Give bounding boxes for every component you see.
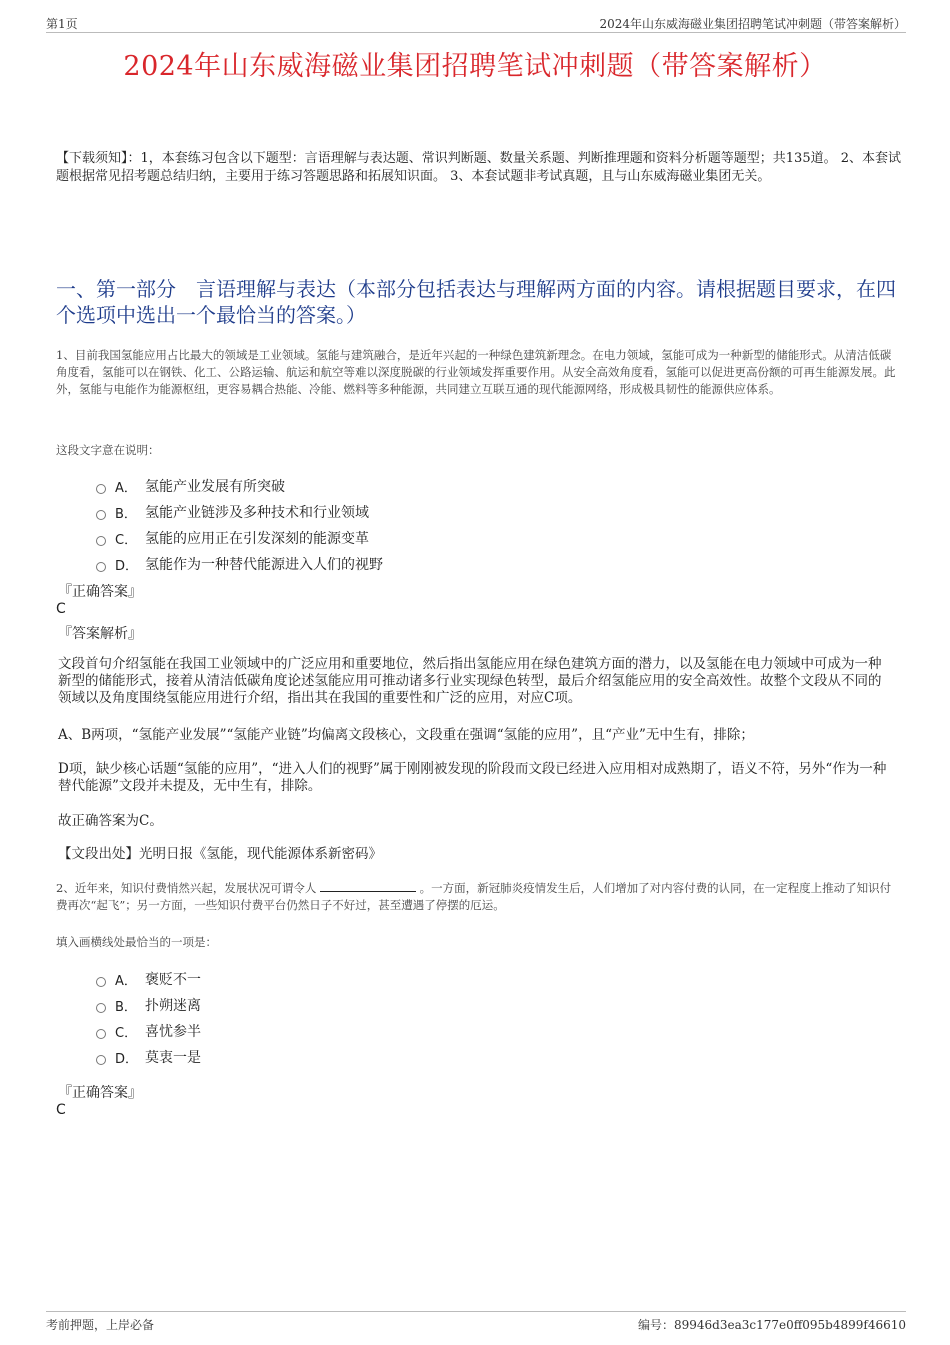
question-1-stem: 1、目前我国氢能应用占比最大的领域是工业领域。氢能与建筑融合，是近年兴起的一种绿色建筑新理念。在电力领域，氢能可成为一种新型的储能形式。从清洁低碳角度看，氢能可以在钢铁、化工、公路运输、航运和航空等难以深度脱碳的行业领域发挥重要作用。从安全高效角度看，氢能可以促进更高份额的可再生能源发展。此外，氢能与电能作为能源枢纽，更容易耦合热能、冷能、燃料等多种能源，共同建立互联互通的现代能源网络，形成极具韧性的能源供应体系。 — [56, 348, 896, 396]
header-doc-title: 2024年山东威海磁业集团招聘笔试冲刺题（带答案解析） — [599, 17, 906, 31]
analysis-label: 『答案解析』 — [58, 626, 142, 642]
question-1-prompt-wrap — [56, 442, 902, 458]
option-b[interactable]: B． 氢能产业链涉及多种技术和行业领域 — [96, 499, 383, 525]
option-c[interactable]: C． 氢能的应用正在引发深刻的能源变革 — [96, 525, 383, 551]
option-text: 喜忧参半 — [145, 1024, 201, 1040]
analysis-paragraph: 文段首句介绍氢能在我国工业领域中的广泛应用和重要地位，然后指出氢能应用在绿色建筑方面的潜力，以及氢能在电力领域中可成为一种新型的储能形式，接着从清洁低碳角度论述氢能应用可推动诸多行业实现绿色转型，最后介绍氢能应用的安全高效性。故整个文段从不同的领域以及角度围绕氢能应用进行介绍，指出其在我国的重要性和广泛的应用，对应C项。 — [58, 656, 882, 706]
question-1-prompt: 这段文字意在说明： — [56, 443, 160, 457]
answer-value: C — [56, 601, 66, 617]
option-text: 莫衷一是 — [145, 1050, 201, 1066]
option-c[interactable]: C． 喜忧参半 — [96, 1018, 201, 1044]
question-2-options — [96, 966, 201, 1070]
radio-icon[interactable] — [96, 562, 106, 572]
radio-icon[interactable] — [96, 484, 106, 494]
question-1-options — [96, 473, 383, 577]
option-text: 氢能产业发展有所突破 — [145, 479, 285, 495]
section-heading: 一、第一部分 言语理解与表达（本部分包括表达与理解两方面的内容。请根据题目要求，在四个选项中选出一个最恰当的答案。） — [56, 277, 896, 327]
radio-icon[interactable] — [96, 1029, 106, 1039]
radio-icon[interactable] — [96, 510, 106, 520]
option-b[interactable]: B． 扑朔迷离 — [96, 992, 201, 1018]
page-number: 第1页 — [46, 17, 78, 31]
answer-label: 『正确答案』 — [58, 1085, 142, 1101]
analysis-paragraph: D项，缺少核心话题“氢能的应用”，“进入人们的视野”属于刚刚被发现的阶段而文段已经进入应用相对成熟期了，语义不符，另外“作为一种替代能源”文段并未提及，无中生有，排除。 — [58, 761, 887, 794]
option-text: 褒贬不一 — [145, 972, 201, 988]
footer-slogan: 考前押题，上岸必备 — [46, 1318, 155, 1332]
option-text: 扑朔迷离 — [145, 998, 201, 1014]
page-header — [46, 12, 906, 33]
radio-icon[interactable] — [96, 1055, 106, 1065]
question-1 — [56, 347, 902, 398]
option-d[interactable]: D． 莫衷一是 — [96, 1044, 201, 1070]
analysis-paragraph: A、B两项，“氢能产业发展”“氢能产业链”均偏离文段核心，文段重在强调“氢能的应用”，且“产业”无中生有，排除； — [58, 727, 754, 743]
fill-blank — [320, 880, 416, 892]
answer-value: C — [56, 1102, 66, 1118]
radio-icon[interactable] — [96, 1003, 106, 1013]
question-2-prompt-wrap — [56, 934, 902, 950]
question-2-stem: 2、近年来，知识付费悄然兴起，发展状况可谓令人 。一方面，新冠肺炎疫情发生后，人们增加了对内容付费的认同，在一定程度上推动了知识付费再次“起飞”；另一方面，一些知识付费平台仍然日子不好过，甚至遭遇了停摆的厄运。 — [56, 881, 892, 912]
page-footer — [46, 1311, 906, 1336]
download-notice: 【下载须知】：1，本套练习包含以下题型：言语理解与表达题、常识判断题、数量关系题、判断推理题和资料分析题等题型；共135道。 2、本套试题根据常见招考题总结归纳，主要用于练习答题思路和拓展知识面。 3、本套试题非考试真题，且与山东威海磁业集团无关。 — [56, 151, 901, 184]
question-2-prompt: 填入画横线处最恰当的一项是： — [56, 935, 217, 949]
option-a[interactable]: A． 氢能产业发展有所突破 — [96, 473, 383, 499]
option-a[interactable]: A． 褒贬不一 — [96, 966, 201, 992]
source-citation: 【文段出处】光明日报《氢能，现代能源体系新密码》 — [58, 846, 382, 862]
question-2 — [56, 880, 902, 914]
option-text: 氢能作为一种替代能源进入人们的视野 — [145, 557, 383, 573]
answer-label: 『正确答案』 — [58, 584, 142, 600]
radio-icon[interactable] — [96, 536, 106, 546]
option-text: 氢能的应用正在引发深刻的能源变革 — [145, 531, 369, 547]
analysis-conclusion: 故正确答案为C。 — [58, 813, 163, 829]
footer-doc-id: 编号：89946d3ea3c177e0ff095b4899f46610 — [637, 1318, 906, 1332]
document-title: 2024年山东威海磁业集团招聘笔试冲刺题（带答案解析） — [123, 51, 827, 82]
option-text: 氢能产业链涉及多种技术和行业领域 — [145, 505, 369, 521]
radio-icon[interactable] — [96, 977, 106, 987]
option-d[interactable]: D． 氢能作为一种替代能源进入人们的视野 — [96, 551, 383, 577]
